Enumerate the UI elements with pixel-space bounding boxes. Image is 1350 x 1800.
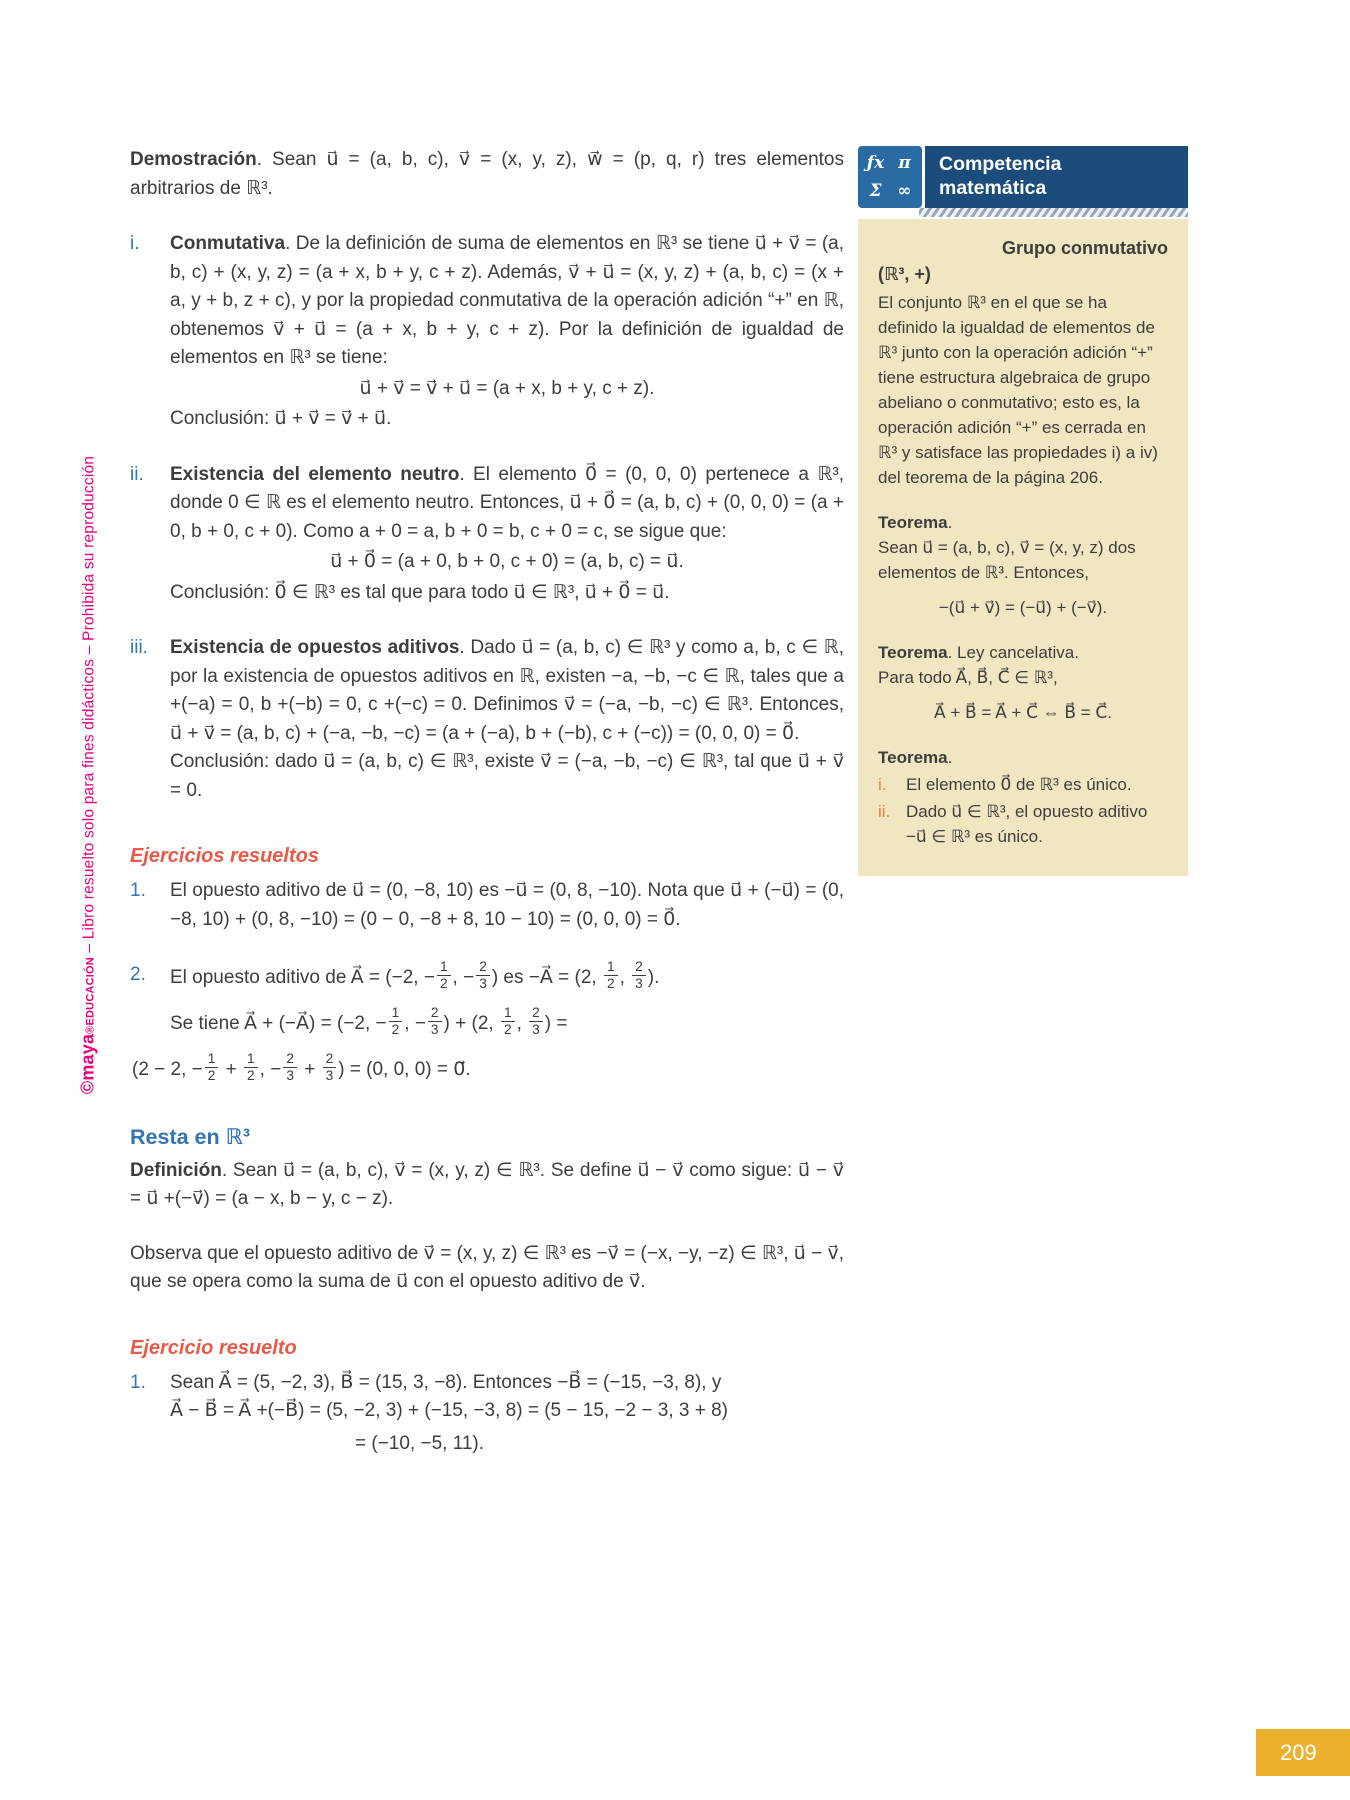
item-body	[170, 634, 844, 805]
conclusion: Conclusión: dado u⃗ = (a, b, c) ∈ ℝ³, existe v⃗ = (−a, −b, −c) ∈ ℝ³, tal que u⃗ + v⃗ = 0.	[170, 751, 844, 801]
theorem-title	[878, 641, 1168, 666]
exercise-line: Sean A⃗ = (5, −2, 3), B⃗ = (15, 3, −8). Entonces −B⃗ = (−15, −3, 8), y	[170, 1371, 722, 1393]
conclusion: Conclusión: u⃗ + v⃗ = v⃗ + u⃗.	[170, 408, 392, 429]
exercise-line: (2 − 2, − $\frac{1}{2}$ + $\frac{1}{2}$ , − $\frac{2}{3}$ + $\frac{2}{3}$ ) = (0, 0, 0) = 0⃗.	[132, 1050, 471, 1084]
theorem-after: .	[947, 512, 953, 532]
theorem-after: . Ley cancelativa.	[947, 642, 1079, 662]
theorem-lead: Teorema	[878, 642, 948, 662]
sidebar-title	[925, 146, 1188, 208]
theorem-lead: Teorema	[878, 512, 948, 532]
proof-item-elemento-neutro	[130, 461, 844, 608]
exercise-item-1	[130, 877, 844, 934]
watermark-text: – Libro resuelto solo para fines didácticos – Prohibida su reproducción	[80, 455, 98, 958]
exercise-item-2	[130, 961, 844, 1087]
equation: u⃗ + 0⃗ = (a + 0, b + 0, c + 0) = (a, b, c) = u⃗.	[330, 551, 684, 572]
demostracion-lead: Demostración	[130, 149, 257, 170]
item-lead: Conmutativa	[170, 233, 286, 254]
publisher-logo: ©maya	[77, 1033, 98, 1095]
item-paragraph: . Dado u⃗ = (a, b, c) ∈ ℝ³ y como a, b, c ∈ ℝ, por la existencia de opuestos aditivos en ℝ, existen −a, −b, −c ∈ ℝ, tales que a +(−a) = 0, b +(−b) = 0, c +(−c) = 0. Definimos v⃗ = (−a, −b, −c) ∈ ℝ³. Entonces, u⃗ + v⃗ = (a, b, c) + (−a, −b, −c) = (a + (−a), b + (−b), c + (−c)) = (0, 0, 0) = 0⃗.	[170, 637, 844, 744]
item-text: Dado u⃗ ∈ ℝ³, el opuesto aditivo −u⃗ ∈ ℝ³ es único.	[906, 801, 1148, 846]
theorem-block-3	[878, 746, 1168, 850]
item-marker: 1.	[130, 1371, 146, 1393]
item-body	[170, 1369, 844, 1459]
item-body	[170, 461, 844, 608]
group-heading-line2: (ℝ³, +)	[878, 264, 931, 285]
conclusion: Conclusión: 0⃗ ∈ ℝ³ es tal que para todo u⃗ ∈ ℝ³, u⃗ + 0⃗ = u⃗.	[170, 581, 670, 603]
demostracion-text: . Sean u⃗ = (a, b, c), v⃗ = (x, y, z), w⃗ = (p, q, r) tres elementos arbitrarios de ℝ³.	[130, 149, 844, 199]
item-marker: ii.	[130, 463, 144, 485]
theorem-text: Sean u⃗ = (a, b, c), v⃗ = (x, y, z) dos elementos de ℝ³. Entonces,	[878, 537, 1136, 582]
sigma-glyph: Σ	[869, 180, 882, 201]
exercise-item-resta	[130, 1369, 844, 1459]
theorem-after: .	[947, 747, 953, 767]
sidebar-title-line2: matemática	[939, 176, 1047, 199]
item-marker: 1.	[130, 880, 146, 901]
group-body: El conjunto ℝ³ en el que se ha definido la igualdad de elementos de ℝ³ junto con la operación adición “+” tiene estructura algebraica de grupo abeliano o conmutativo; esto es, la operación adición “+” es cerrada en ℝ³ y satisface las propiedades i) a iv) del teorema de la página 206.	[878, 292, 1158, 487]
equation: u⃗ + v⃗ = v⃗ + u⃗ = (a + x, b + y, c + z).	[359, 377, 655, 399]
main-column	[130, 146, 844, 1458]
page-number: 209	[1280, 1739, 1317, 1765]
sidebar-panel	[858, 219, 1188, 876]
observation-paragraph: Observa que el opuesto aditivo de v⃗ = (x, y, z) ∈ ℝ³ es −v⃗ = (−x, −y, −z) ∈ ℝ³, u⃗ − v⃗, que se opera como la suma de u⃗ con el opuesto aditivo de v⃗.	[130, 1242, 844, 1293]
exercise-line: El opuesto aditivo de A⃗ = (−2, − $\frac{1}{2}$ , − $\frac{2}{3}$ ) es −A⃗ = (2, $\frac{1}{2}$ , $\frac{2}{3}$ ).	[170, 959, 660, 992]
exercise-line: Se tiene A⃗ + (−A⃗) = (−2, − $\frac{1}{2}$ , − $\frac{2}{3}$ ) + (2, $\frac{1}{2}$ , $\frac{2}{3}$ ) =	[170, 1004, 568, 1038]
theorem-text: Para todo A⃗, B⃗, C⃗ ∈ ℝ³,	[878, 667, 1058, 687]
demostracion-paragraph	[130, 146, 844, 203]
theorem-list-item	[878, 773, 1168, 798]
math-symbols-icon	[858, 146, 922, 208]
definition-paragraph	[130, 1157, 844, 1214]
item-marker: 2.	[130, 964, 146, 985]
item-marker: iii.	[130, 637, 148, 658]
item-text	[170, 461, 844, 547]
group-heading-line1: Grupo conmutativo	[1002, 238, 1168, 258]
item-lead: Existencia del elemento neutro	[170, 463, 460, 485]
theorem-lead: Teorema	[878, 747, 948, 767]
watermark-copyright	[78, 456, 99, 1094]
exercise-heading-2: Ejercicio resuelto	[130, 1336, 297, 1359]
item-body	[170, 230, 844, 434]
theorem-equation: A⃗ + B⃗ = A⃗ + C⃗ ⇔ B⃗ = C⃗.	[933, 702, 1113, 722]
item-text	[170, 230, 844, 373]
pi-glyph: π	[898, 152, 911, 173]
theorem-block-1	[878, 511, 1168, 621]
item-marker: i.	[878, 774, 887, 794]
section-heading-resta: Resta en ℝ³	[130, 1124, 250, 1149]
item-marker: ii.	[878, 801, 891, 821]
theorem-title	[878, 511, 1168, 536]
sidebar-title-line1: Competencia	[939, 153, 1062, 175]
infinity-glyph: ∞	[897, 180, 912, 201]
item-lead: Existencia de opuestos aditivos	[170, 637, 460, 658]
theorem-list-item	[878, 800, 1168, 850]
fx-glyph: ƒx	[866, 152, 885, 173]
theorem-title	[878, 746, 1168, 771]
exercise-text: El opuesto aditivo de u⃗ = (0, −8, 10) es −u⃗ = (0, 8, −10). Nota que u⃗ + (−u⃗) = (0, −8, 10) + (0, 8, −10) = (0 − 0, −8 + 8, 10 − 10) = (0, 0, 0) = 0⃗.	[170, 880, 844, 930]
exercises-heading: Ejercicios resueltos	[130, 845, 319, 867]
decorative-hatch	[919, 208, 1188, 217]
exercise-line: A⃗ − B⃗ = A⃗ +(−B⃗) = (5, −2, 3) + (−15, −3, 8) = (5 − 15, −2 − 3, 3 + 8)	[170, 1400, 728, 1422]
theorem-equation: −(u⃗ + v⃗) = (−u⃗) + (−v⃗).	[938, 597, 1108, 617]
proof-item-conmutativa	[130, 230, 844, 434]
definition-text: . Sean u⃗ = (a, b, c), v⃗ = (x, y, z) ∈ ℝ³. Se define u⃗ − v⃗ como sigue: u⃗ − v⃗ = u⃗ +(−v⃗) = (a − x, b − y, c − z).	[130, 1159, 844, 1210]
item-body	[132, 959, 844, 1087]
item-text: El elemento 0⃗ de ℝ³ es único.	[906, 774, 1132, 794]
page-number-tab	[1256, 1729, 1350, 1776]
item-marker: i.	[130, 233, 140, 254]
item-paragraph: . De la definición de suma de elementos en ℝ³ se tiene u⃗ + v⃗ = (a, b, c) + (x, y, z) = (a + x, b + y, c + z). Además, v⃗ + u⃗ = (x, y, z) + (a, b, c) = (x + a, y + b, z + c), y por la propiedad conmutativa de la operación adición “+” en ℝ, obtenemos v⃗ + u⃗ = (a + x, b + y, c + z). Por la definición de igualdad de elementos en ℝ³ se tiene:	[170, 233, 844, 368]
proof-item-opuestos-aditivos	[130, 634, 844, 805]
competencia-header	[858, 146, 1188, 208]
exercise-result: = (−10, −5, 11).	[355, 1432, 485, 1454]
publisher-logo-suffix: ®EDUCACIÓN	[84, 957, 97, 1034]
definition-lead: Definición	[130, 1159, 222, 1181]
item-paragraph: . El elemento 0⃗ = (0, 0, 0) pertenece a ℝ³, donde 0 ∈ ℝ es el elemento neutro. Entonces, u⃗ + 0⃗ = (a, b, c) + (0, 0, 0) = (a + 0, b + 0, c + 0). Como a + 0 = a, b + 0 = b, c + 0 = c, se sigue que:	[170, 463, 844, 542]
item-text	[170, 634, 844, 748]
competencia-sidebar	[858, 146, 1188, 876]
theorem-block-2	[878, 641, 1168, 726]
